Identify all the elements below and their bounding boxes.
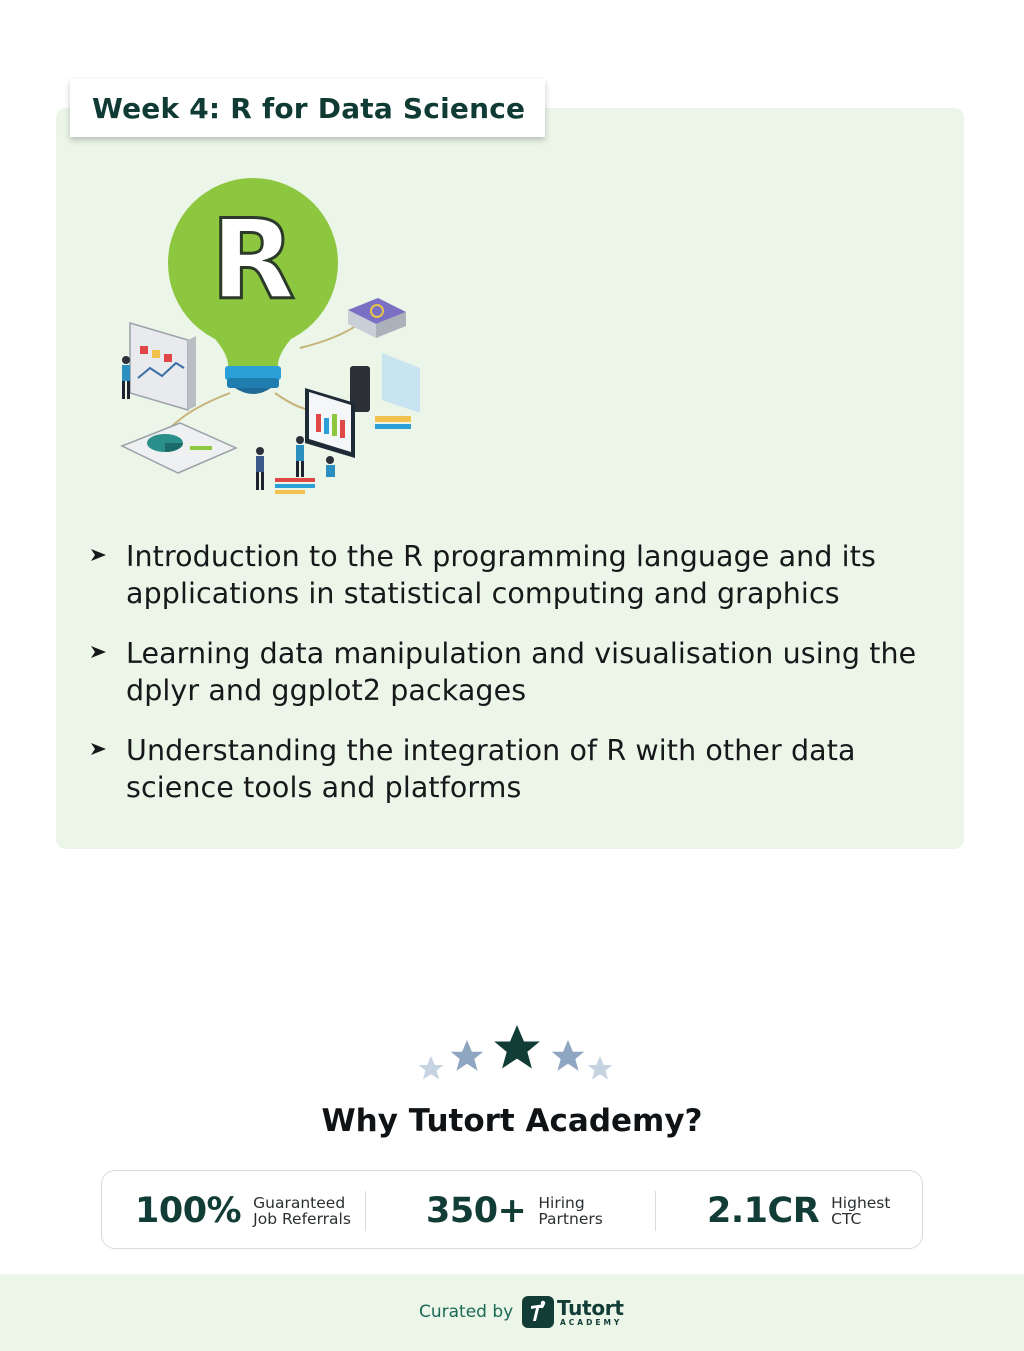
star-icon bbox=[419, 1056, 444, 1080]
stat-partners bbox=[426, 1171, 603, 1250]
stat-label-line: Partners bbox=[538, 1209, 603, 1228]
brand-subtitle: ACADEMY bbox=[560, 1318, 623, 1327]
why-heading: Why Tutort Academy? bbox=[321, 1103, 703, 1139]
stat-value: 350+ bbox=[426, 1190, 527, 1231]
pie-chart-platform bbox=[122, 423, 236, 473]
monitor-chart bbox=[305, 388, 355, 458]
stat-label bbox=[831, 1195, 890, 1227]
star-icon bbox=[588, 1056, 613, 1080]
list-item bbox=[88, 635, 958, 709]
bullet-text: Understanding the integration of R with other data science tools and platforms bbox=[126, 734, 856, 804]
processor-chip bbox=[348, 298, 406, 338]
stat-ctc bbox=[707, 1171, 890, 1250]
star-icon bbox=[494, 1025, 540, 1068]
stat-label-line: CTC bbox=[831, 1209, 862, 1228]
section-title-tab bbox=[70, 79, 545, 137]
arrow-right-icon bbox=[88, 545, 110, 565]
curated-by-label: Curated by bbox=[419, 1302, 514, 1322]
bullet-text: Introduction to the R programming language and its applications in statistical computing and graphics bbox=[126, 540, 876, 610]
r-letter: R bbox=[210, 196, 296, 324]
bullet-list bbox=[88, 538, 958, 829]
section-title: Week 4: R for Data Science bbox=[92, 91, 526, 125]
stat-referrals bbox=[135, 1171, 351, 1250]
arrow-right-icon bbox=[88, 642, 110, 662]
person-figure bbox=[122, 356, 130, 399]
star-icon bbox=[451, 1040, 483, 1071]
r-lightbulb-data-illustration bbox=[110, 178, 430, 508]
star-icon bbox=[552, 1040, 584, 1071]
arrow-right-icon bbox=[88, 739, 110, 759]
list-item bbox=[88, 538, 958, 612]
stat-label bbox=[253, 1195, 351, 1227]
rating-stars-icon bbox=[412, 1020, 622, 1090]
stat-value: 100% bbox=[135, 1190, 242, 1231]
stat-divider bbox=[365, 1191, 366, 1231]
stat-label-line: Highest bbox=[831, 1193, 891, 1212]
stat-label-line: Hiring bbox=[538, 1193, 585, 1212]
brand-name: Tutort bbox=[557, 1296, 624, 1320]
stat-label bbox=[538, 1195, 602, 1227]
stat-label-line: Guaranteed bbox=[253, 1193, 346, 1212]
dashboard-board bbox=[130, 323, 196, 410]
tutort-logo-icon bbox=[522, 1296, 554, 1328]
bullet-text: Learning data manipulation and visualisation using the dplyr and ggplot2 packages bbox=[126, 637, 917, 707]
stat-value: 2.1CR bbox=[707, 1190, 820, 1231]
stat-divider bbox=[655, 1191, 656, 1231]
list-item bbox=[88, 732, 958, 806]
stats-bar bbox=[101, 1170, 923, 1249]
stat-label-line: Job Referrals bbox=[253, 1209, 351, 1228]
